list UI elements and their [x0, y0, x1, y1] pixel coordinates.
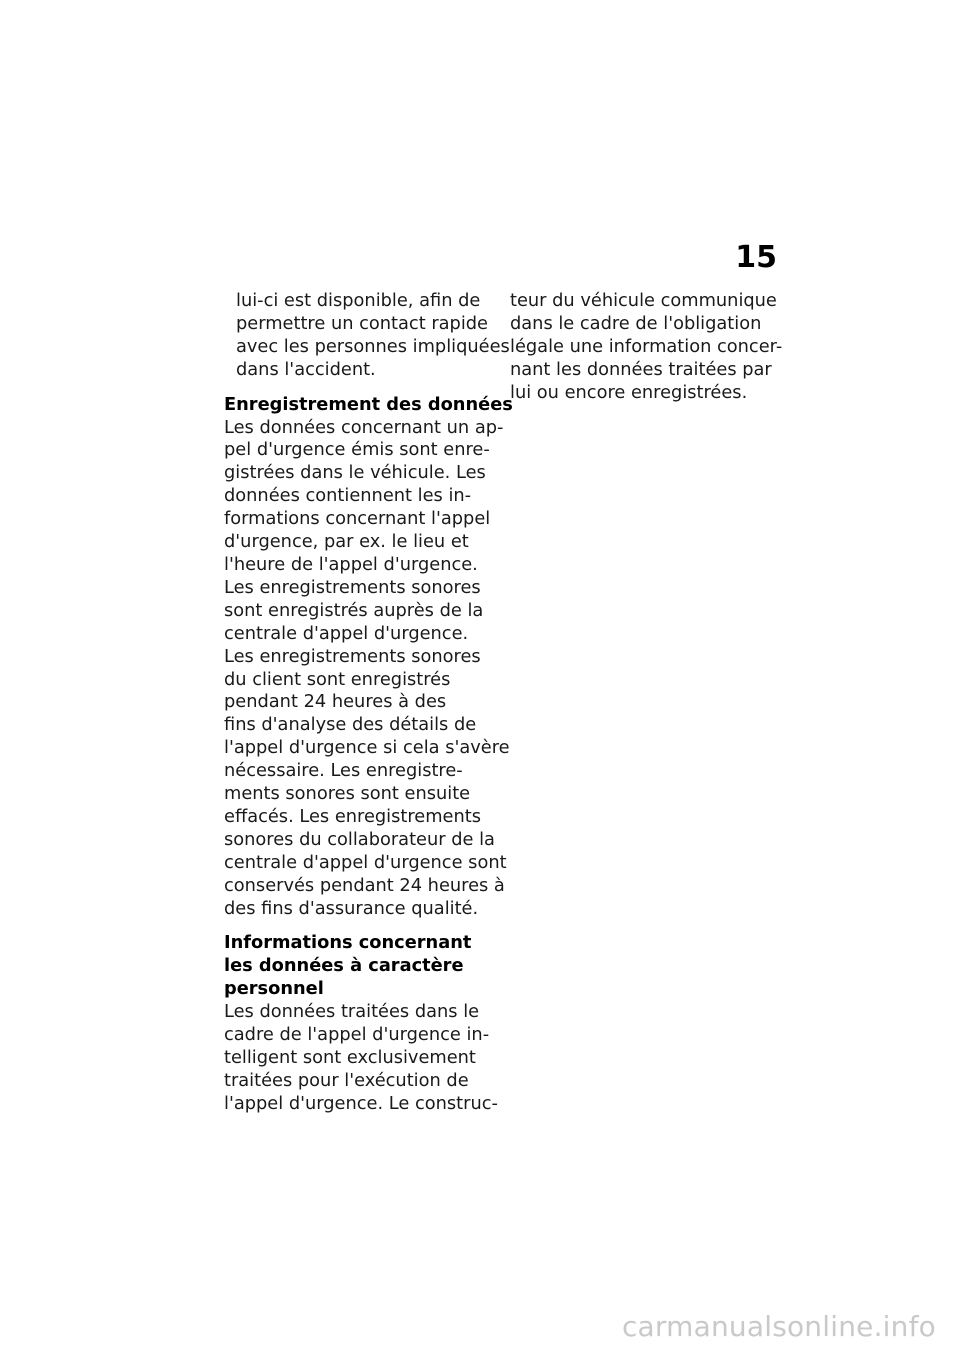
- text-line: lui-ci est disponible, afin de: [236, 290, 481, 311]
- text-line: dans l'accident.: [236, 358, 376, 380]
- text-line: Les enregistrements sonores: [224, 645, 481, 667]
- text-line: d'urgence, par ex. le lieu et: [224, 531, 469, 553]
- section-personal-data: [224, 932, 498, 1115]
- section-recording: [224, 393, 513, 921]
- text-line: effacés. Les enregistrements: [224, 805, 481, 827]
- section-heading: personnel: [224, 978, 324, 1000]
- section-heading: les données à caractère: [224, 955, 464, 977]
- spacer: [224, 382, 492, 394]
- text-line: pendant 24 heures à des: [224, 691, 447, 713]
- right-column: [510, 290, 783, 405]
- text-line: données contiennent les in-: [224, 485, 472, 507]
- text-line: du client sont enregistrés: [224, 668, 451, 690]
- text-line: l'heure de l'appel d'urgence.: [224, 553, 478, 575]
- intro-paragraph: [224, 290, 510, 382]
- watermark: carmanualsonline.info: [621, 1310, 936, 1343]
- page-number: 15: [735, 240, 777, 275]
- text-line: ments sonores sont ensuite: [224, 783, 471, 805]
- text-line: l'appel d'urgence si cela s'avère: [224, 737, 510, 759]
- text-line: gistrées dans le véhicule. Les: [224, 462, 486, 484]
- text-line: nant les données traitées par: [510, 358, 772, 380]
- text-line: traitées pour l'exécution de: [224, 1069, 469, 1091]
- text-line: nécessaire. Les enregistre-: [224, 760, 463, 782]
- text-line: sont enregistrés auprès de la: [224, 599, 484, 621]
- text-line: centrale d'appel d'urgence.: [224, 622, 469, 644]
- spacer: [224, 920, 492, 932]
- section-heading: Informations concernant: [224, 932, 472, 954]
- text-line: légale une information concer-: [510, 335, 783, 357]
- text-line: Les enregistrements sonores: [224, 576, 481, 598]
- text-line: permettre un contact rapide: [236, 312, 488, 334]
- text-line: Les données concernant un ap-: [224, 416, 504, 438]
- text-line: Les données traitées dans le: [224, 1001, 480, 1023]
- text-line: des fins d'assurance qualité.: [224, 897, 479, 919]
- left-column: [224, 290, 513, 1116]
- text-line: fins d'analyse des détails de: [224, 714, 477, 736]
- text-line: pel d'urgence émis sont enre-: [224, 439, 490, 461]
- text-line: teur du véhicule communique: [510, 290, 777, 311]
- text-line: formations concernant l'appel: [224, 508, 491, 530]
- text-line: telligent sont exclusivement: [224, 1047, 476, 1068]
- text-line: l'appel d'urgence. Le construc-: [224, 1092, 498, 1114]
- section-heading: Enregistrement des données: [224, 393, 513, 415]
- text-line: conservés pendant 24 heures à: [224, 874, 505, 896]
- text-line: dans le cadre de l'obligation: [510, 312, 762, 334]
- text-line: sonores du collaborateur de la: [224, 828, 495, 850]
- text-line: cadre de l'appel d'urgence in-: [224, 1024, 490, 1046]
- text-line: avec les personnes impliquées: [236, 335, 510, 357]
- text-line: lui ou encore enregistrées.: [510, 381, 748, 403]
- text-line: centrale d'appel d'urgence sont: [224, 851, 507, 873]
